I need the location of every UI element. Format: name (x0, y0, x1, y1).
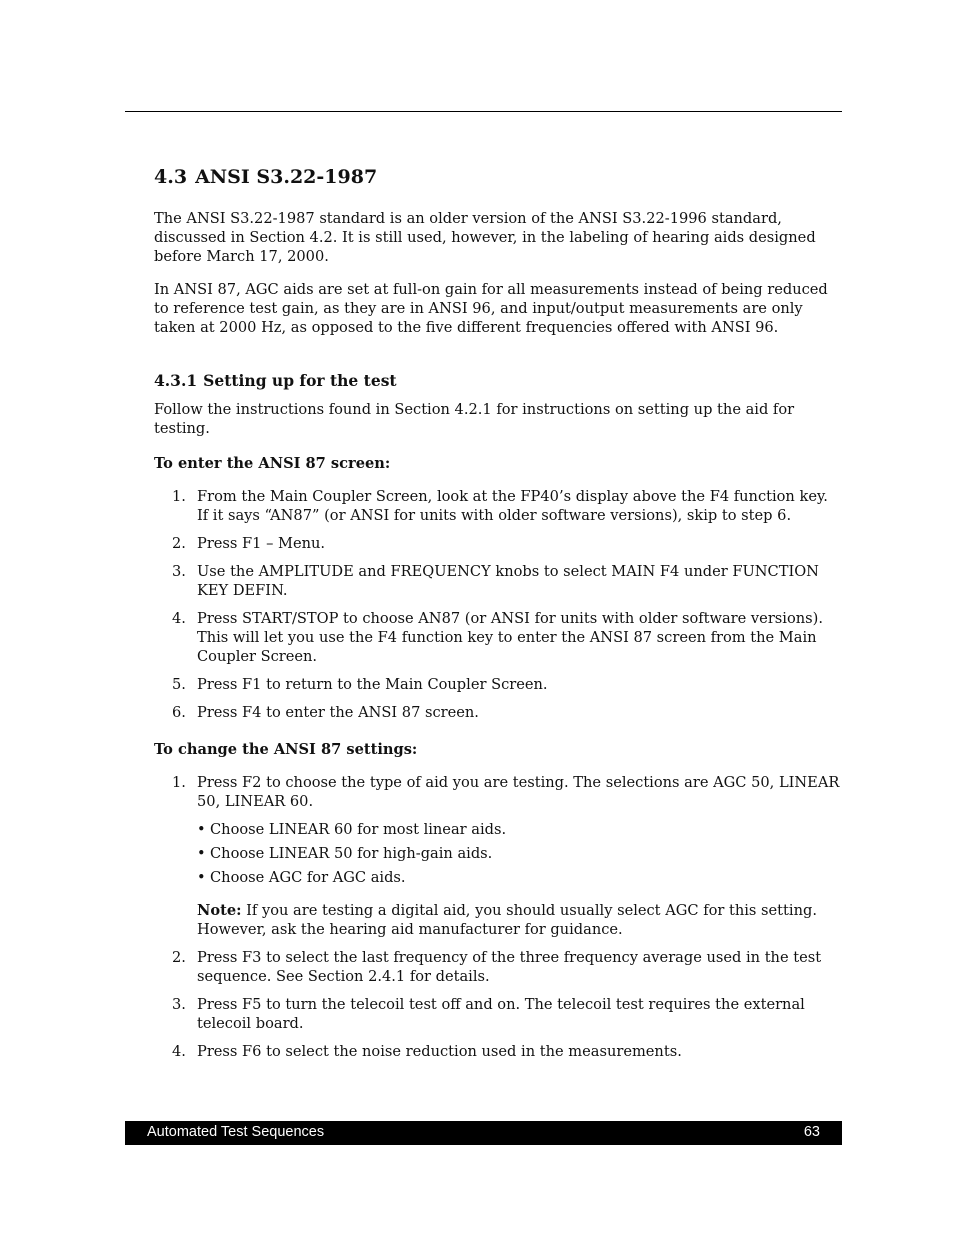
list-item: 4. Press F6 to select the noise reduction used in the measurements. (172, 1043, 682, 1060)
enter-screen-steps (154, 487, 842, 722)
bullet-item: • Choose LINEAR 50 for high-gain aids. (197, 845, 493, 862)
list-item: 1. From the Main Coupler Screen, look at the FP40’s display above the F4 function key. If it says “AN87” (or ANSI for units with older software versions), skip to step 6. (172, 488, 828, 524)
aid-type-bullets (197, 820, 842, 887)
list-item: 6. Press F4 to enter the ANSI 87 screen. (172, 704, 479, 721)
section-number: 4.3 (154, 166, 188, 188)
bullet-item: • Choose LINEAR 60 for most linear aids. (197, 821, 507, 838)
list-item: 2. Press F1 – Menu. (172, 535, 326, 552)
note-label: Note: (197, 902, 242, 919)
page-footer (125, 1121, 842, 1145)
footer-title: Automated Test Sequences (147, 1124, 325, 1140)
change-settings-label: To change the ANSI 87 settings: (154, 741, 418, 758)
list-item: 3. Press F5 to turn the telecoil test off and on. The telecoil test requires the external telecoil board. (172, 996, 805, 1032)
page-number: 63 (803, 1124, 820, 1140)
section-heading (154, 163, 842, 191)
section-title: ANSI S3.22-1987 (195, 166, 378, 188)
note (197, 901, 842, 939)
section-paragraph-1: The ANSI S3.22-1987 standard is an older version of the ANSI S3.22-1996 standard, discussed in Section 4.2. It is still used, however, in the labeling of hearing aids designed before March 17, 2000. (154, 210, 816, 265)
subsection-heading (154, 371, 842, 391)
section-paragraph-2: In ANSI 87, AGC aids are set at full-on gain for all measurements instead of being reduced to reference test gain, as they are in ANSI 96, and input/output measurements are only taken at 2000 Hz, as opposed to the five different frequencies offered with ANSI 96. (154, 281, 828, 336)
subsection-number: 4.3.1 (154, 371, 198, 390)
page-content (154, 163, 842, 1075)
bullet-item: • Choose AGC for AGC aids. (197, 869, 406, 886)
list-item: 2. Press F3 to select the last frequency of the three frequency average used in the test sequence. See Section 2.4.1 for details. (172, 949, 822, 985)
subsection-title: Setting up for the test (203, 371, 397, 390)
enter-screen-label: To enter the ANSI 87 screen: (154, 455, 391, 472)
list-item: 3. Use the AMPLITUDE and FREQUENCY knobs to select MAIN F4 under FUNCTION KEY DEFIN. (172, 563, 819, 599)
list-item: 4. Press START/STOP to choose AN87 (or ANSI for units with older software versions). This will let you use the F4 function key to enter the ANSI 87 screen from the Main Coupler Screen. (172, 610, 823, 665)
list-item: 5. Press F1 to return to the Main Coupler Screen. (172, 676, 548, 693)
change-settings-steps (154, 773, 842, 1061)
header-rule (125, 111, 842, 112)
list-item: 1. Press F2 to choose the type of aid you are testing. The selections are AGC 50, LINEAR 50, LINEAR 60. • Choose LINEAR 60 for most linear aids. • Choose LINEAR 50 for high-gain aids. • Choose AGC for AGC aids. Note: If you are testing a digital aid, you should usually select AGC for this setting. However, ask the hearing aid manufacturer for guidance. (154, 773, 842, 939)
note-text: If you are testing a digital aid, you should usually select AGC for this setting. However, ask the hearing aid manufacturer for guidance. (197, 902, 817, 938)
subsection-intro: Follow the instructions found in Section 4.2.1 for instructions on setting up the aid for testing. (154, 401, 795, 437)
